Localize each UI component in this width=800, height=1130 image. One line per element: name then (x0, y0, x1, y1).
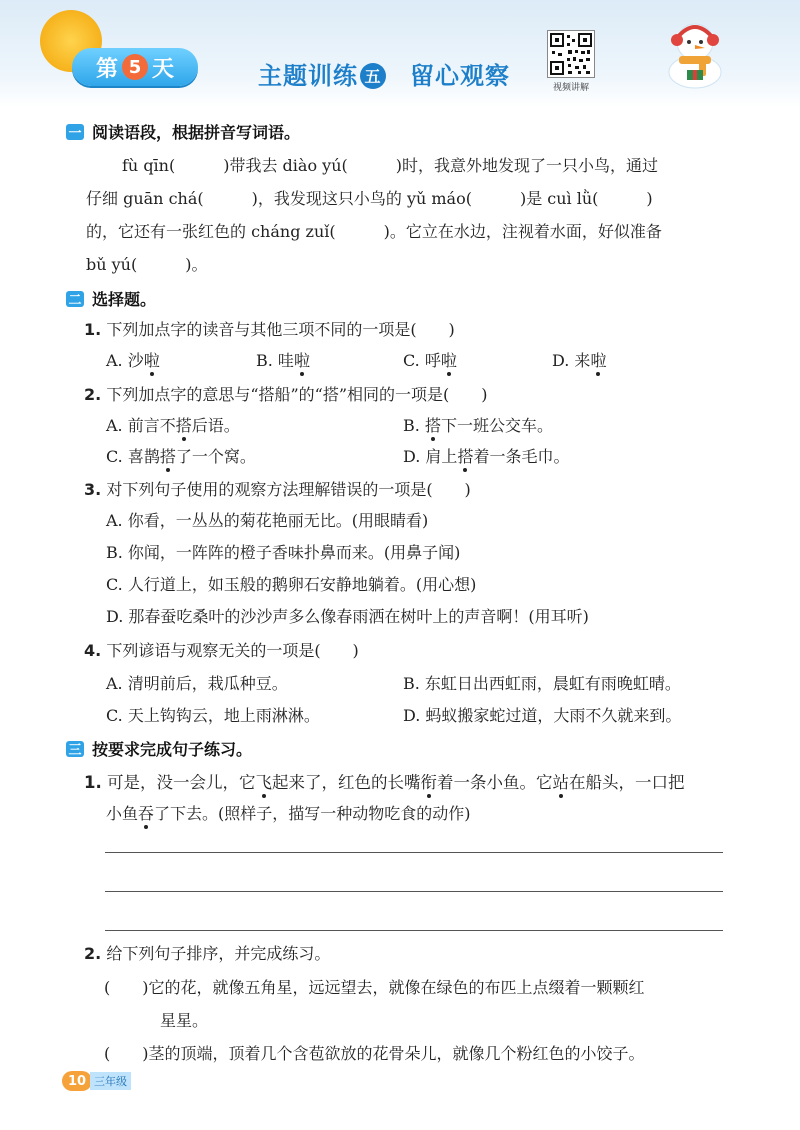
option-3d[interactable]: D. 那春蚕吃桑叶的沙沙声多么像春雨洒在树叶上的声音啊！(用耳听) (106, 607, 589, 626)
section-2-badge: 二 (66, 291, 84, 307)
sentence-text: 了下去。(照样子，描写一种动物吃食的动作) (154, 804, 471, 823)
question-number: 1. (84, 773, 102, 792)
option-4a[interactable]: A. 清明前后，栽瓜种豆。 (106, 674, 288, 693)
option-text: B. (403, 416, 425, 435)
option-4d[interactable]: D. 蚂蚁搬家蛇过道，大雨不久就来到。 (403, 706, 682, 725)
option-text: 后语。 (191, 416, 240, 435)
option-1c[interactable] (403, 348, 457, 371)
qr-code-icon[interactable] (547, 30, 595, 78)
section-1-badge: 一 (66, 124, 84, 140)
dotted-char: 站 (553, 769, 570, 793)
sentence-text: 着一条小鱼。它 (437, 773, 553, 792)
option-4b[interactable]: B. 东虹日出西虹雨，晨虹有雨晚虹晴。 (403, 674, 681, 693)
question-2-1 (84, 317, 455, 340)
sentence-text: 小鱼 (106, 804, 139, 823)
question-text: 给下列句子排序，并完成练习。 (106, 944, 331, 963)
section-3-title: 按要求完成句子练习。 (92, 740, 253, 759)
dotted-char: 衔 (421, 769, 438, 793)
option-3c[interactable]: C. 人行道上，如玉般的鹅卵石安静地躺着。(用心想) (106, 575, 477, 594)
sort-item-1[interactable]: ( )它的花，就像五角星，远远望去，就像在绿色的布匹上点缀着一颗颗红 (104, 978, 645, 997)
option-3a[interactable]: A. 你看，一丛丛的菊花艳丽无比。(用眼睛看) (106, 511, 429, 530)
dotted-char: 飞 (256, 769, 273, 793)
option-4c[interactable]: C. 天上钩钩云，地上雨淋淋。 (106, 706, 320, 725)
option-text: A. 沙 (106, 351, 144, 370)
dotted-char: 啦 (294, 348, 310, 371)
writing-line[interactable] (105, 891, 723, 892)
passage-line-4: bǔ yú( )。 (86, 255, 208, 274)
question-3-2 (84, 941, 330, 964)
writing-line[interactable] (105, 930, 723, 931)
day-suffix: 天 (152, 56, 175, 82)
option-1d[interactable] (552, 348, 606, 371)
dotted-char: 啦 (144, 348, 160, 371)
passage-line-2: 仔细 guān chá( )，我发现这只小鸟的 yǔ máo( )是 cuì lǜ( ) (86, 189, 653, 208)
question-2-3 (84, 477, 471, 500)
question-2-4 (84, 638, 359, 661)
option-text: A. 前言不 (106, 416, 176, 435)
question-number: 3. (84, 480, 102, 499)
question-3-1-line-2 (106, 801, 471, 824)
question-number: 4. (84, 641, 102, 660)
page-number: 10 (62, 1071, 92, 1091)
question-text: 下列加点字的读音与其他三项不同的一项是( ) (106, 320, 455, 339)
section-3-heading (66, 737, 252, 760)
option-1b[interactable] (256, 348, 310, 371)
title-text: 主题训练 (258, 62, 358, 90)
question-2-2 (84, 382, 488, 405)
question-number: 2. (84, 944, 102, 963)
question-3-1-line-1 (84, 769, 685, 793)
option-text: D. 来 (552, 351, 591, 370)
dotted-char: 搭 (176, 413, 192, 436)
question-number: 2. (84, 385, 102, 404)
sentence-text: 在船头，一口把 (569, 773, 685, 792)
day-prefix: 第 (95, 56, 118, 82)
snowman-icon (655, 10, 735, 90)
dotted-char: 啦 (590, 348, 606, 371)
option-text: B. 哇 (256, 351, 294, 370)
writing-line[interactable] (105, 852, 723, 853)
option-2c[interactable] (106, 444, 256, 467)
dotted-char: 搭 (457, 444, 473, 467)
sentence-text: 起来了，红色的长嘴 (272, 773, 421, 792)
day-number: 5 (122, 54, 148, 80)
option-text: 了一个窝。 (175, 447, 256, 466)
section-1-heading (66, 120, 300, 143)
sentence-text: 可是，没一会儿，它 (107, 773, 256, 792)
section-3-badge: 三 (66, 741, 84, 757)
question-text: 对下列句子使用的观察方法理解错误的一项是( ) (106, 480, 471, 499)
sort-item-1-cont: 星星。 (160, 1011, 209, 1030)
passage-line-3: 的，它还有一张红色的 cháng zuǐ( )。它立在水边，注视着水面，好似准备 (86, 222, 662, 241)
dotted-char: 啦 (441, 348, 457, 371)
section-2-title: 选择题。 (92, 290, 157, 309)
page-header (0, 0, 800, 108)
day-badge (72, 48, 198, 86)
page-title (258, 56, 510, 91)
dotted-char: 搭 (160, 444, 176, 467)
dotted-char: 吞 (138, 801, 154, 824)
title-subtitle: 留心观察 (410, 62, 510, 90)
qr-label: 视频讲解 (552, 83, 589, 93)
option-1a[interactable] (106, 348, 160, 371)
option-2d[interactable] (403, 444, 569, 467)
option-2b[interactable] (403, 413, 553, 436)
option-text: C. 喜鹊 (106, 447, 160, 466)
option-text: 着一条毛巾。 (473, 447, 570, 466)
question-text: 下列加点字的意思与“搭船”的“搭”相同的一项是( ) (106, 385, 488, 404)
option-text: D. 肩上 (403, 447, 458, 466)
question-text: 下列谚语与观察无关的一项是( ) (106, 641, 359, 660)
option-text: C. 呼 (403, 351, 441, 370)
option-3b[interactable]: B. 你闻，一阵阵的橙子香味扑鼻而来。(用鼻子闻) (106, 543, 461, 562)
title-number: 五 (360, 63, 386, 89)
section-2-heading (66, 287, 156, 310)
section-1-title: 阅读语段，根据拼音写词语。 (92, 123, 301, 142)
option-2a[interactable] (106, 413, 240, 436)
dotted-char: 搭 (425, 413, 441, 436)
option-text: 下一班公交车。 (440, 416, 553, 435)
passage-line-1: fù qīn( )带我去 diào yú( )时，我意外地发现了一只小鸟，通过 (122, 156, 658, 175)
question-number: 1. (84, 320, 102, 339)
grade-label: 三年级 (90, 1072, 131, 1090)
sort-item-2[interactable]: ( )茎的顶端，顶着几个含苞欲放的花骨朵儿，就像几个粉红色的小饺子。 (104, 1044, 645, 1063)
